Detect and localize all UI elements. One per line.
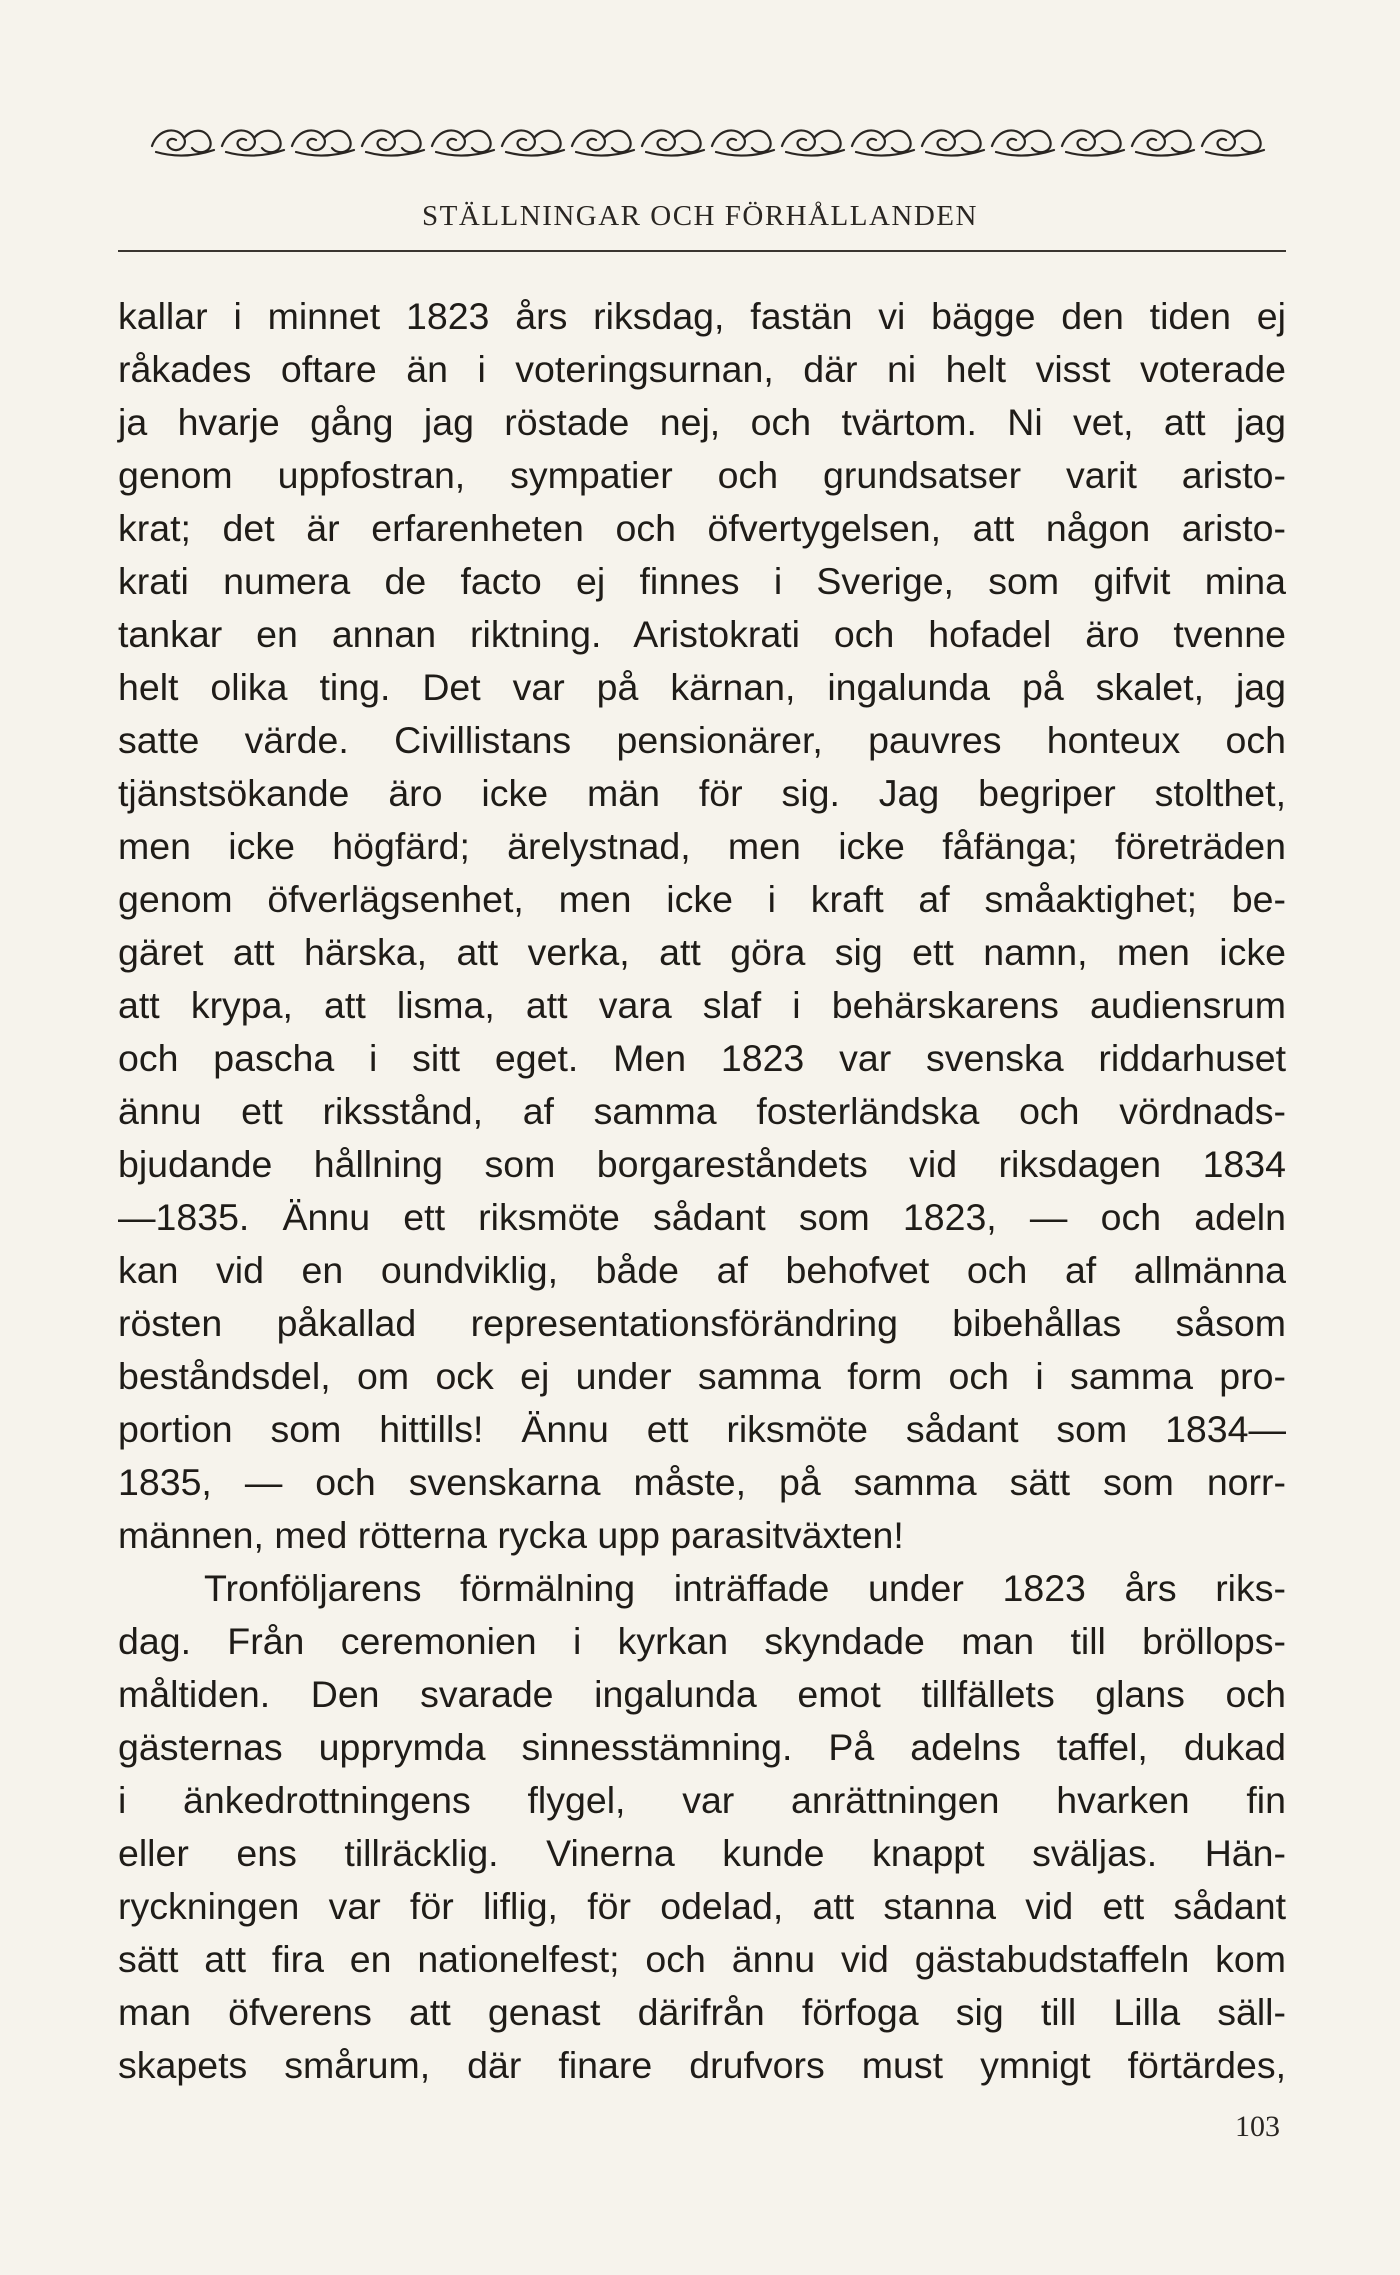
text-line: genom uppfostran, sympatier och grundsatser varit aristo- <box>118 454 1286 496</box>
running-head: STÄLLNINGAR OCH FÖRHÅLLANDEN <box>422 200 978 232</box>
text-line: krat; det är erfarenheten och öfvertygelsen, att någon aristo- <box>118 507 1286 549</box>
text-line: skapets smårum, där finare drufvors must ymnigt förtärdes, <box>118 2044 1286 2086</box>
text-line: männen, med rötterna rycka upp parasitväxten! <box>118 1514 904 1556</box>
text-line: beståndsdel, om ock ej under samma form och i samma pro- <box>118 1355 1286 1397</box>
text-line: kallar i minnet 1823 års riksdag, fastän vi bägge den tiden ej <box>118 295 1286 337</box>
text-line: sätt att fira en nationelfest; och ännu vid gästabudstaffeln kom <box>118 1938 1286 1980</box>
page-number: 103 <box>1235 2110 1280 2143</box>
text-line: genom öfverlägsenhet, men icke i kraft af småaktighet; be- <box>118 878 1286 920</box>
text-line: ryckningen var för liflig, för odelad, att stanna vid ett sådant <box>118 1885 1286 1927</box>
text-line: eller ens tillräcklig. Vinerna kunde knappt sväljas. Hän- <box>118 1832 1286 1874</box>
text-line: gäret att härska, att verka, att göra sig ett namn, men icke <box>118 931 1286 973</box>
text-line: men icke högfärd; ärelystnad, men icke fåfänga; företräden <box>118 825 1286 867</box>
text-line: —1835. Ännu ett riksmöte sådant som 1823, — och adeln <box>118 1196 1286 1238</box>
text-line: 1835, — och svenskarna måste, på samma sätt som norr- <box>118 1461 1286 1503</box>
text-line: bjudande hållning som borgareståndets vid riksdagen 1834 <box>118 1143 1286 1185</box>
text-line: gästernas upprymda sinnesstämning. På adelns taffel, dukad <box>118 1726 1286 1768</box>
text-line: helt olika ting. Det var på kärnan, ingalunda på skalet, jag <box>118 666 1286 708</box>
text-line: ja hvarje gång jag röstade nej, och tvärtom. Ni vet, att jag <box>118 401 1286 443</box>
text-line: satte värde. Civillistans pensionärer, pauvres honteux och <box>118 719 1286 761</box>
text-line: att krypa, att lisma, att vara slaf i behärskarens audiensrum <box>118 984 1286 1026</box>
body-text <box>118 290 1286 2092</box>
text-line: rösten påkallad representationsförändring bibehållas såsom <box>118 1302 1286 1344</box>
text-line: tjänstsökande äro icke män för sig. Jag begriper stolthet, <box>118 772 1286 814</box>
text-line: dag. Från ceremonien i kyrkan skyndade man till bröllops- <box>118 1620 1286 1662</box>
text-line: råkades oftare än i voteringsurnan, där ni helt visst voterade <box>118 348 1286 390</box>
text-line: måltiden. Den svarade ingalunda emot tillfällets glans och <box>118 1673 1286 1715</box>
text-line: ännu ett riksstånd, af samma fosterländska och vördnads- <box>118 1090 1286 1132</box>
text-line: man öfverens att genast därifrån förfoga sig till Lilla säll- <box>118 1991 1286 2033</box>
text-line: och pascha i sitt eget. Men 1823 var svenska riddarhuset <box>118 1037 1286 1079</box>
text-line: portion som hittills! Ännu ett riksmöte sådant som 1834— <box>118 1408 1286 1450</box>
text-line: kan vid en oundviklig, både af behofvet och af allmänna <box>118 1249 1286 1291</box>
text-line: krati numera de facto ej finnes i Sverige, som gifvit mina <box>118 560 1286 602</box>
header-rule <box>118 250 1286 252</box>
text-line: Tronföljarens förmälning inträffade under 1823 års riks- <box>204 1567 1286 1609</box>
text-line: i änkedrottningens flygel, var anrättningen hvarken fin <box>118 1779 1286 1821</box>
text-line: tankar en annan riktning. Aristokrati och hofadel äro tvenne <box>118 613 1286 655</box>
decorative-header-ornament <box>148 116 1274 166</box>
